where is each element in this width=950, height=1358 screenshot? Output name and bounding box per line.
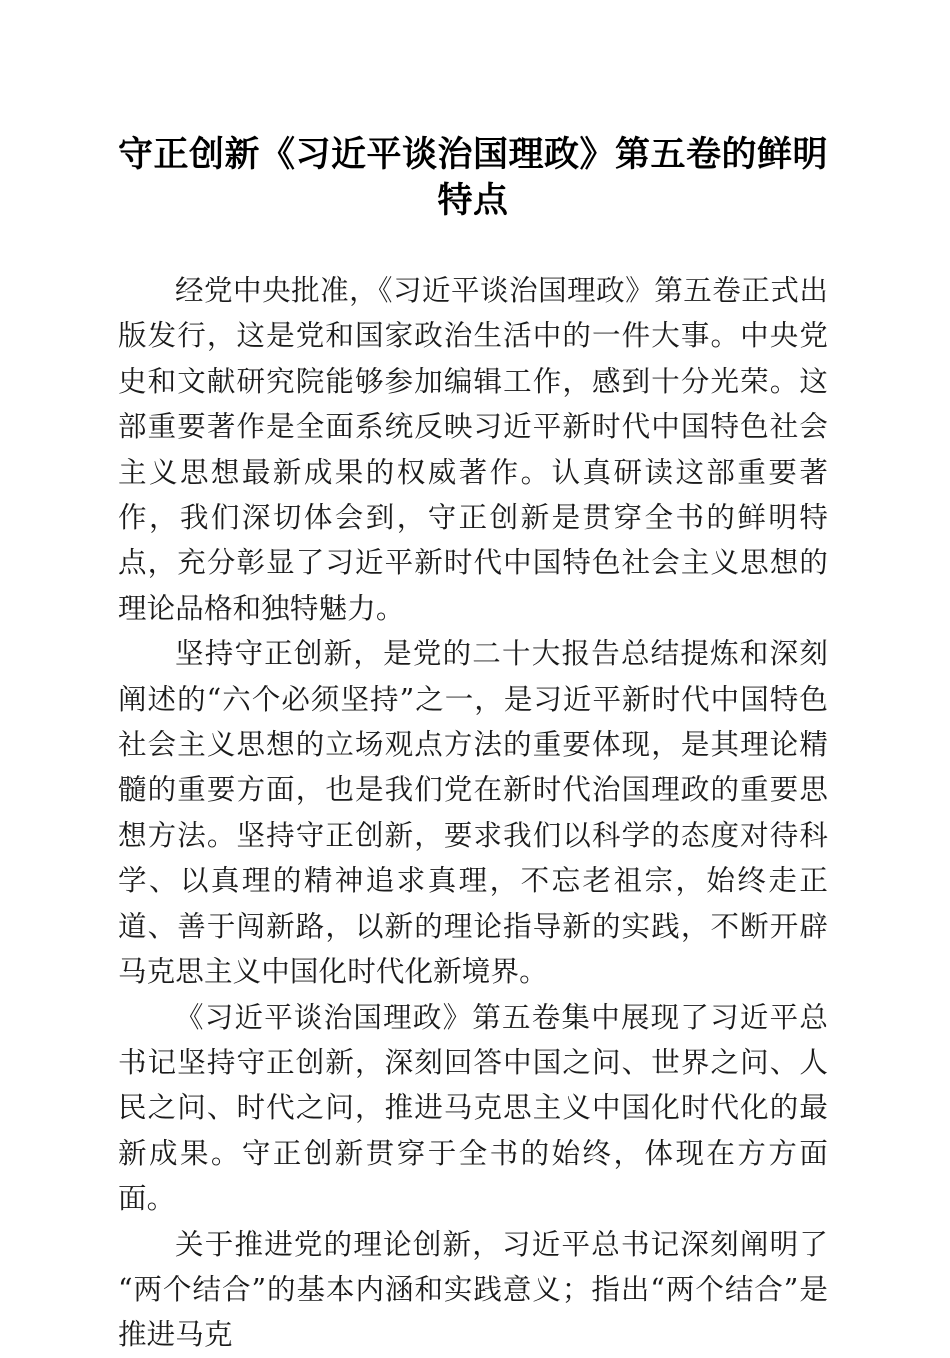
page-title: 守正创新《习近平谈治国理政》第五卷的鲜明特点 — [118, 135, 829, 220]
paragraph: 关于推进党的理论创新，习近平总书记深刻阐明了“两个结合”的基本内涵和实践意义；指出“两个结合”是推进马克 — [118, 1227, 828, 1352]
paragraph: 经党中央批准，《习近平谈治国理政》第五卷正式出版发行，这是党和国家政治生活中的一件大事。中央党史和文献研究院能够参加编辑工作，感到十分光荣。这部重要著作是全面系统反映习近平新时代中国特色社会主义思想最新成果的权威著作。认真研读这部重要著作，我们深切体会到，守正创新是贯穿全书的鲜明特点，充分彰显了习近平新时代中国特色社会主义思想的理论品格和独特魅力。 — [118, 274, 828, 625]
document-body — [118, 268, 828, 1358]
paragraph: 《习近平谈治国理政》第五卷集中展现了习近平总书记坚持守正创新，深刻回答中国之问、世界之问、人民之问、时代之问，推进马克思主义中国化时代化的最新成果。守正创新贯穿于全书的始终，体现在方方面面。 — [118, 1000, 828, 1216]
paragraph: 坚持守正创新，是党的二十大报告总结提炼和深刻阐述的“六个必须坚持”之一，是习近平新时代中国特色社会主义思想的立场观点方法的重要体现，是其理论精髓的重要方面，也是我们党在新时代治国理政的重要思想方法。坚持守正创新，要求我们以科学的态度对待科学、以真理的精神追求真理，不忘老祖宗，始终走正道、善于闯新路，以新的理论指导新的实践，不断开辟马克思主义中国化时代化新境界。 — [118, 637, 828, 989]
